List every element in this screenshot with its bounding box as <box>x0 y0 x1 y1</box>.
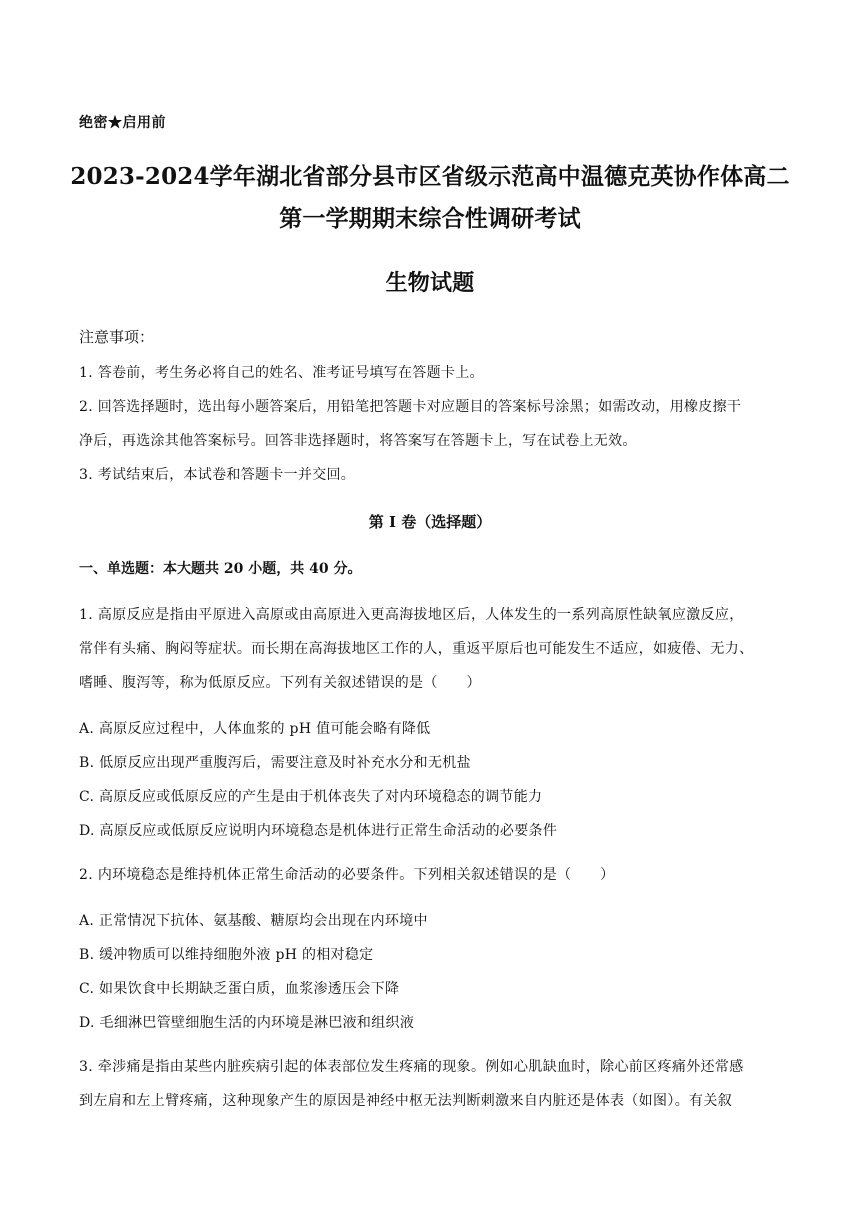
section-title: 第 I 卷（选择题） <box>368 513 492 531</box>
question-3-stem: 3. 牵涉痛是指由某些内脏疾病引起的体表部位发生疼痛的现象。例如心肌缺血时，除心前区疼痛外还常感 <box>79 1059 744 1075</box>
subject-title: 生物试题 <box>385 270 475 296</box>
question-1-option-b: B. 低原反应出现严重腹泻后，需要注意及时补充水分和无机盐 <box>79 755 471 771</box>
notice-heading: 注意事项： <box>79 328 155 346</box>
notice-line: 1. 答卷前，考生务必将自己的姓名、准考证号填写在答题卡上。 <box>79 365 484 381</box>
question-1-option-d: D. 高原反应或低原反应说明内环境稳态是机体进行正常生命活动的必要条件 <box>79 823 558 839</box>
question-2-option-b: B. 缓冲物质可以维持细胞外液 pH 的相对稳定 <box>79 947 374 963</box>
question-1-option-a: A. 高原反应过程中，人体血浆的 pH 值可能会略有降低 <box>79 721 431 737</box>
question-1-stem: 嗜睡、腹泻等，称为低原反应。下列有关叙述错误的是（ ） <box>79 675 481 691</box>
question-1-stem: 常伴有头痛、胸闷等症状。而长期在高海拔地区工作的人，重返平原后也可能发生不适应，如疲倦、无力、 <box>79 641 754 657</box>
question-2-stem: 2. 内环境稳态是维持机体正常生命活动的必要条件。下列相关叙述错误的是（ ） <box>79 867 615 883</box>
question-1-stem: 1. 高原反应是指由平原进入高原或由高原进入更高海拔地区后，人体发生的一系列高原性缺氧应激反应， <box>79 607 744 623</box>
question-1-option-c: C. 高原反应或低原反应的产生是由于机体丧失了对内环境稳态的调节能力 <box>79 789 543 805</box>
confidential-label: 绝密★启用前 <box>79 115 166 131</box>
question-2-option-c: C. 如果饮食中长期缺乏蛋白质，血浆渗透压会下降 <box>79 981 400 997</box>
exam-title-line1: 2023-2024学年湖北省部分县市区省级示范高中温德克英协作体高二 <box>70 163 790 190</box>
exam-title-line2: 第一学期期末综合性调研考试 <box>279 205 581 232</box>
question-2-option-a: A. 正常情况下抗体、氨基酸、糖原均会出现在内环境中 <box>79 913 428 929</box>
part-title: 一、单选题：本大题共 20 小题，共 40 分。 <box>79 561 362 577</box>
notice-line: 净后，再选涂其他答案标号。回答非选择题时，将答案写在答题卡上，写在试卷上无效。 <box>79 433 637 449</box>
notice-line: 3. 考试结束后，本试卷和答题卡一并交回。 <box>79 467 356 483</box>
notice-line: 2. 回答选择题时，选出每小题答案后，用铅笔把答题卡对应题目的答案标号涂黑；如需改动，用橡皮擦干 <box>79 399 742 415</box>
question-2-option-d: D. 毛细淋巴管壁细胞生活的内环境是淋巴液和组织液 <box>79 1015 415 1031</box>
question-3-stem: 到左肩和左上臂疼痛，这种现象产生的原因是神经中枢无法判断刺激来自内脏还是体表（如图）。有关叙 <box>79 1093 733 1109</box>
